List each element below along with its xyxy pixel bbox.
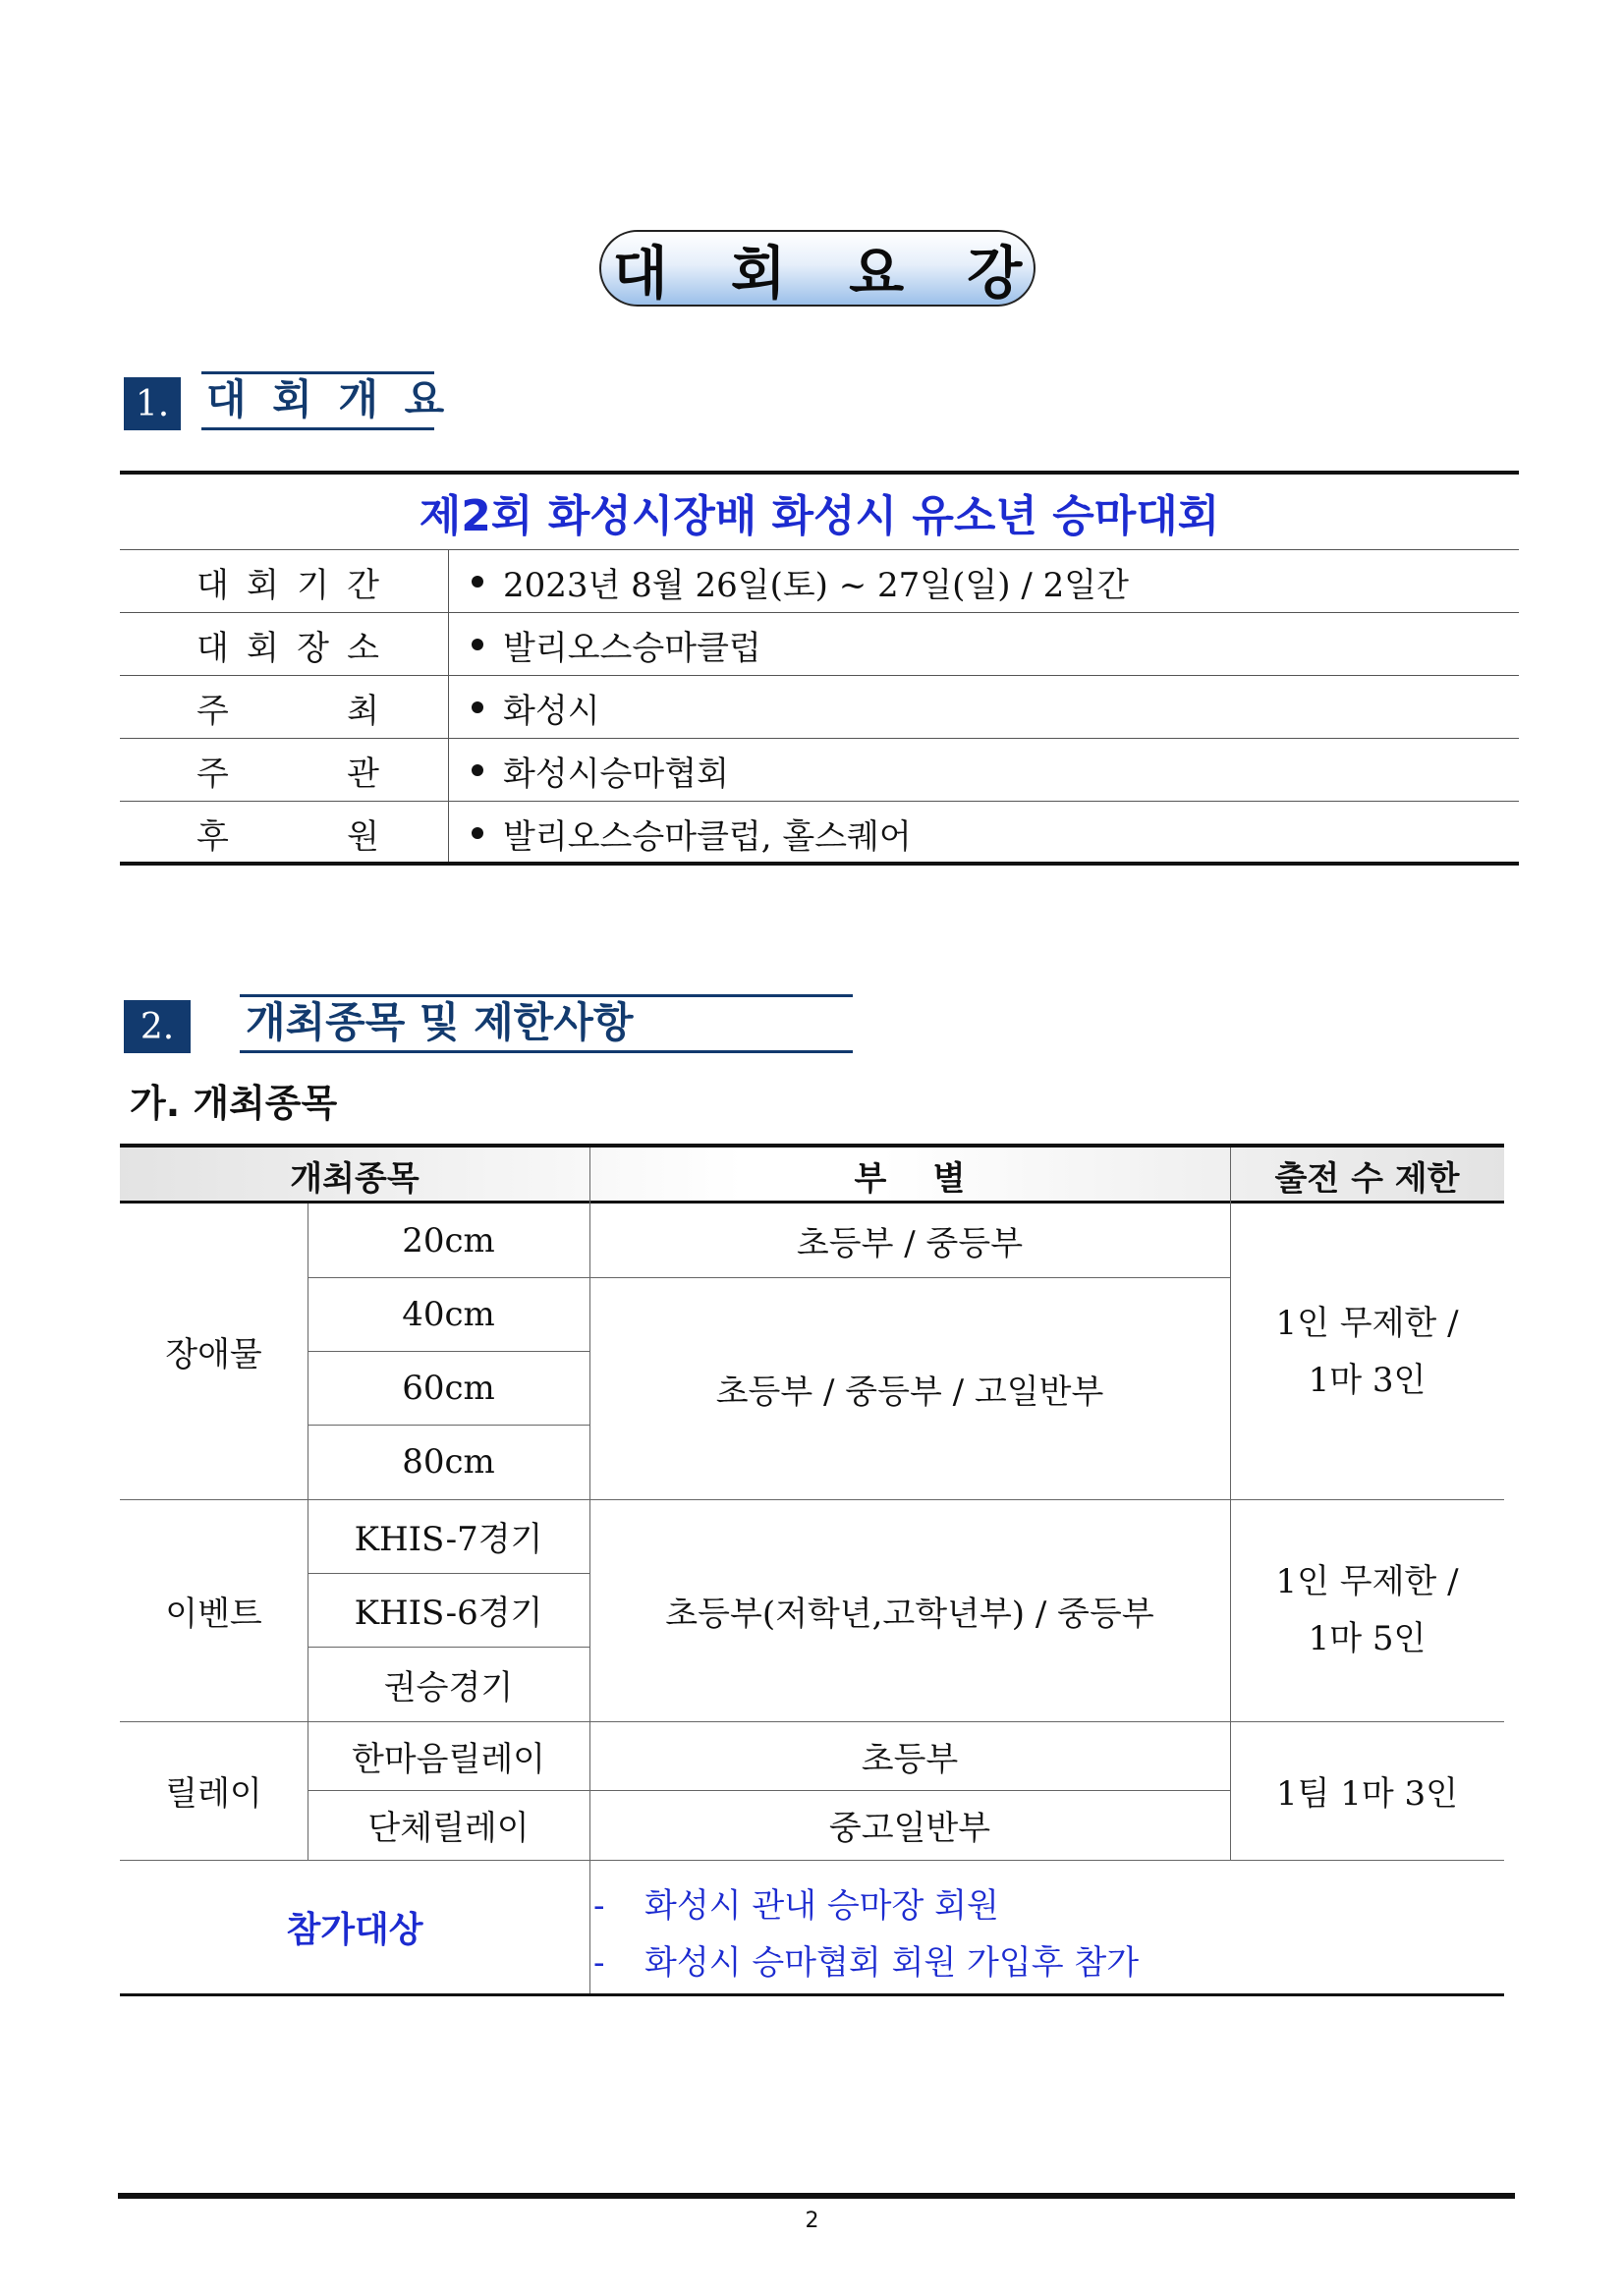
overview-label-host: 주 최 <box>196 691 379 731</box>
document-title-text: 대 회 요 강 <box>612 240 1044 307</box>
participants-label: 참가대상 <box>286 1910 423 1950</box>
bullet-icon <box>472 701 483 713</box>
overview-value-host: 화성시 <box>470 676 600 739</box>
section2-title-underline <box>240 1050 853 1053</box>
section1-title-topline <box>201 371 434 374</box>
overview-value-venue: 발리오스승마클럽 <box>470 613 761 676</box>
bullet-icon <box>472 576 483 588</box>
participants-item: - 화성시 승마협회 회원 가입후 참가 <box>593 1943 1140 1983</box>
limit-line: 1인 무제한 / <box>1275 1303 1459 1343</box>
limit-cell <box>1230 1499 1504 1721</box>
event-item: 80cm <box>402 1442 495 1482</box>
document-title <box>599 230 1044 307</box>
division-cell: 초등부 / 중등부 / 고일반부 <box>715 1372 1104 1412</box>
bullet-icon <box>472 827 483 839</box>
event-item: 20cm <box>402 1220 495 1260</box>
overview-value-organizer: 화성시승마협회 <box>470 739 729 802</box>
overview-column-divider <box>448 549 449 862</box>
overview-label-period: 대 회 기 간 <box>196 565 379 605</box>
division-cell: 초등부(저학년,고학년부) / 중등부 <box>665 1594 1154 1634</box>
division-cell: 중고일반부 <box>828 1809 991 1848</box>
header-event: 개최종목 <box>290 1158 420 1199</box>
overview-value-period: 2023년 8월 26일(토) ~ 27일(일) / 2일간 <box>470 550 1129 613</box>
events-table-top-border <box>120 1144 1504 1148</box>
overview-label-venue: 대 회 장 소 <box>196 628 379 668</box>
bullet-icon <box>472 764 483 776</box>
overview-label-sponsor: 후 원 <box>196 816 379 857</box>
participants-item: - 화성시 관내 승마장 회원 <box>593 1886 999 1926</box>
event-item: KHIS-7경기 <box>354 1520 543 1559</box>
event-item: 40cm <box>402 1294 495 1334</box>
section1-number: 1. <box>124 377 181 430</box>
section1-title-underline <box>201 427 434 430</box>
event-item: 권승경기 <box>383 1667 514 1708</box>
overview-value-sponsor: 발리오스승마클럽, 홀스퀘어 <box>470 802 912 865</box>
division-cell: 초등부 <box>861 1739 959 1779</box>
event-item: KHIS-6경기 <box>354 1594 543 1633</box>
limit-line: 1마 5인 <box>1308 1619 1427 1658</box>
event-item: 60cm <box>402 1368 495 1408</box>
header-limit: 출전 수 제한 <box>1274 1158 1460 1199</box>
limit-line: 1마 3인 <box>1308 1360 1427 1400</box>
group-name-event: 이벤트 <box>165 1594 262 1634</box>
limit-cell <box>1230 1204 1504 1499</box>
group-name-relay: 릴레이 <box>165 1774 262 1814</box>
section2-title-topline <box>240 994 853 997</box>
subsection-heading: 가. 개최종목 <box>130 1082 338 1125</box>
event-item: 단체릴레이 <box>367 1809 530 1848</box>
header-division: 부 별 <box>854 1158 966 1199</box>
overview-table-heading: 제2회 화성시장배 화성시 유소년 승마대회 <box>419 491 1220 541</box>
section2-number: 2. <box>124 1000 191 1053</box>
division-cell: 초등부 / 중등부 <box>796 1224 1024 1263</box>
section2-title: 개최종목 및 제한사항 <box>246 998 634 1046</box>
events-table-bottom-border <box>120 1993 1504 1996</box>
bullet-icon <box>472 639 483 650</box>
section1-title: 대 회 개 요 <box>206 375 451 423</box>
event-item: 한마음릴레이 <box>351 1739 546 1779</box>
overview-label-organizer: 주 관 <box>196 754 379 794</box>
footer-rule <box>118 2193 1515 2199</box>
page-number: 2 <box>805 2209 819 2233</box>
group-name-obstacle: 장애물 <box>165 1335 262 1374</box>
limit-cell: 1팀 1마 3인 <box>1275 1774 1459 1814</box>
limit-line: 1인 무제한 / <box>1275 1562 1459 1601</box>
